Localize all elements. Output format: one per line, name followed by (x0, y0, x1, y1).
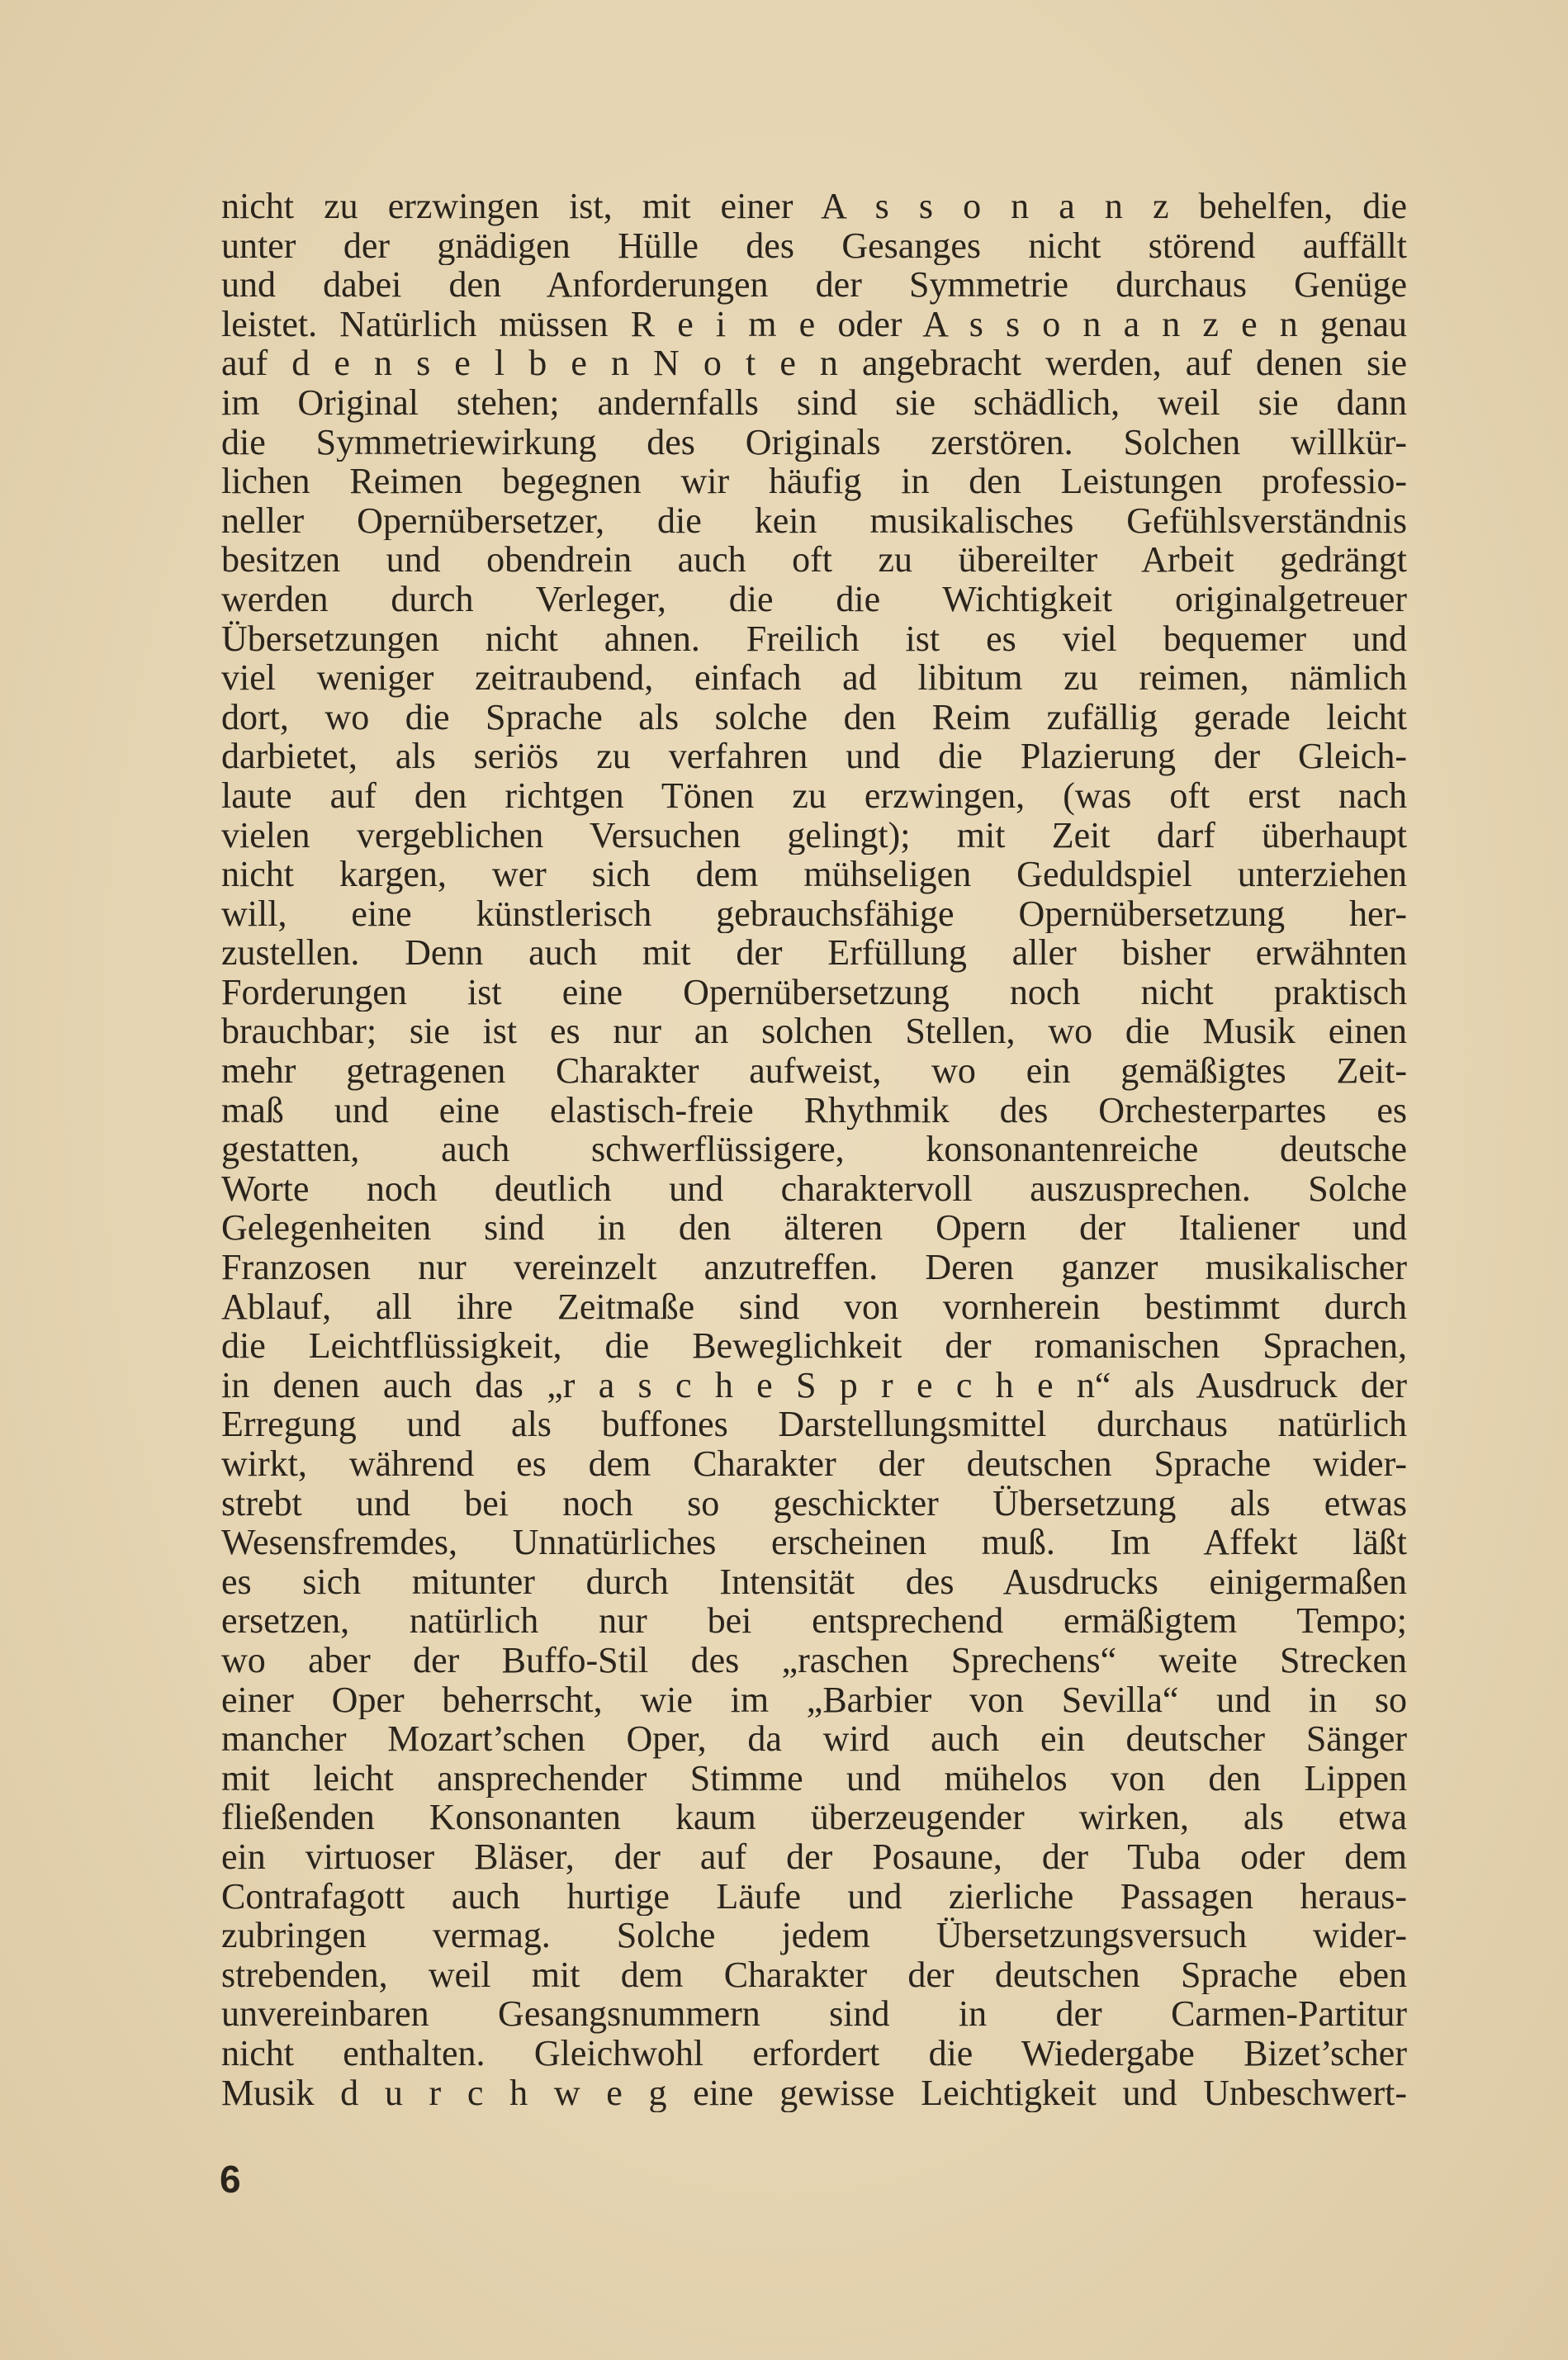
text-line: dort, wo die Sprache als solche den Reim zufällig gerade leicht (221, 697, 1407, 737)
body-text (221, 187, 1407, 2112)
text-line: unvereinbaren Gesangsnummern sind in der Carmen-Partitur (221, 1994, 1407, 2034)
text-line: laute auf den richtgen Tönen zu erzwingen, (was oft erst nach (221, 775, 1407, 816)
text-line: in denen auch das „r a s c h e S p r e c h e n“ als Ausdruck der (221, 1365, 1407, 1405)
text-line: strebt und bei noch so geschickter Übersetzung als etwas (221, 1483, 1407, 1524)
text-line: einer Oper beherrscht, wie im „Barbier von Sevilla“ und in so (221, 1680, 1407, 1720)
text-line: die Symmetriewirkung des Originals zerstören. Solchen willkür- (221, 422, 1407, 462)
text-line: besitzen und obendrein auch oft zu übereilter Arbeit gedrängt (221, 540, 1407, 580)
text-line: und dabei den Anforderungen der Symmetrie durchaus Genüge (221, 265, 1407, 305)
text-line: brauchbar; sie ist es nur an solchen Stellen, wo die Musik einen (221, 1012, 1407, 1052)
text-line: Franzosen nur vereinzelt anzutreffen. Deren ganzer musikalischer (221, 1248, 1407, 1287)
text-line: nicht zu erzwingen ist, mit einer A s s o n a n z behelfen, die (221, 187, 1407, 226)
page-number: 6 (220, 2158, 241, 2201)
text-line: Ablauf, all ihre Zeitmaße sind von vornherein bestimmt durch (221, 1287, 1407, 1327)
text-line: mehr getragenen Charakter aufweist, wo ein gemäßigtes Zeit- (221, 1051, 1407, 1091)
text-line: Wesensfremdes, Unnatürliches erscheinen muß. Im Affekt läßt (221, 1523, 1407, 1562)
text-line: leistet. Natürlich müssen R e i m e oder A s s o n a n z e n genau (221, 304, 1407, 344)
text-line: mit leicht ansprechender Stimme und mühelos von den Lippen (221, 1758, 1407, 1798)
text-line: Gelegenheiten sind in den älteren Opern der Italiener und (221, 1208, 1407, 1249)
text-line: nicht enthalten. Gleichwohl erfordert die Wiedergabe Bizet’scher (221, 2033, 1407, 2073)
text-line: zubringen vermag. Solche jedem Übersetzungsversuch wider- (221, 1916, 1407, 1955)
text-line: neller Opernübersetzer, die kein musikalisches Gefühlsverständnis (221, 500, 1407, 541)
text-line: darbietet, als seriös zu verfahren und die Plazierung der Gleich- (221, 737, 1407, 776)
text-line: zustellen. Denn auch mit der Erfüllung aller bisher erwähnten (221, 933, 1407, 973)
text-line: werden durch Verleger, die die Wichtigkeit originalgetreuer (221, 579, 1407, 619)
text-line: maß und eine elastisch-freie Rhythmik des Orchesterpartes es (221, 1090, 1407, 1130)
text-line: wirkt, während es dem Charakter der deutschen Sprache wider- (221, 1444, 1407, 1484)
text-line: will, eine künstlerisch gebrauchsfähige Opernübersetzung her- (221, 893, 1407, 934)
text-line: ein virtuoser Bläser, der auf der Posaune, der Tuba oder dem (221, 1836, 1407, 1877)
text-line: Worte noch deutlich und charaktervoll auszusprechen. Solche (221, 1168, 1407, 1209)
text-line: Contrafagott auch hurtige Läufe und zierliche Passagen heraus- (221, 1876, 1407, 1917)
text-line: nicht kargen, wer sich dem mühseligen Geduldspiel unterziehen (221, 855, 1407, 894)
text-line: Erregung und als buffones Darstellungsmittel durchaus natürlich (221, 1405, 1407, 1444)
text-line: gestatten, auch schwerflüssigere, konsonantenreiche deutsche (221, 1130, 1407, 1169)
text-line: viel weniger zeitraubend, einfach ad libitum zu reimen, nämlich (221, 658, 1407, 698)
text-line: vielen vergeblichen Versuchen gelingt); mit Zeit darf überhaupt (221, 815, 1407, 855)
text-line: unter der gnädigen Hülle des Gesanges nicht störend auffällt (221, 225, 1407, 266)
text-line: Übersetzungen nicht ahnen. Freilich ist es viel bequemer und (221, 618, 1407, 659)
text-line: fließenden Konsonanten kaum überzeugender wirken, als etwa (221, 1798, 1407, 1837)
text-line: es sich mitunter durch Intensität des Ausdrucks einigermaßen (221, 1561, 1407, 1602)
text-line: wo aber der Buffo-Stil des „raschen Sprechens“ weite Strecken (221, 1640, 1407, 1680)
text-line: strebenden, weil mit dem Charakter der deutschen Sprache eben (221, 1955, 1407, 1995)
text-line: Musik d u r c h w e g eine gewisse Leichtigkeit und Unbeschwert- (221, 2073, 1407, 2113)
text-line: die Leichtflüssigkeit, die Beweglichkeit der romanischen Sprachen, (221, 1326, 1407, 1366)
text-line: mancher Mozart’schen Oper, da wird auch ein deutscher Sänger (221, 1719, 1407, 1759)
text-line: im Original stehen; andernfalls sind sie schädlich, weil sie dann (221, 382, 1407, 423)
text-line: auf d e n s e l b e n N o t e n angebracht werden, auf denen sie (221, 344, 1407, 383)
text-line: Forderungen ist eine Opernübersetzung noch nicht praktisch (221, 972, 1407, 1012)
text-line: lichen Reimen begegnen wir häufig in den Leistungen professio- (221, 462, 1407, 501)
text-line: ersetzen, natürlich nur bei entsprechend ermäßigtem Tempo; (221, 1601, 1407, 1641)
